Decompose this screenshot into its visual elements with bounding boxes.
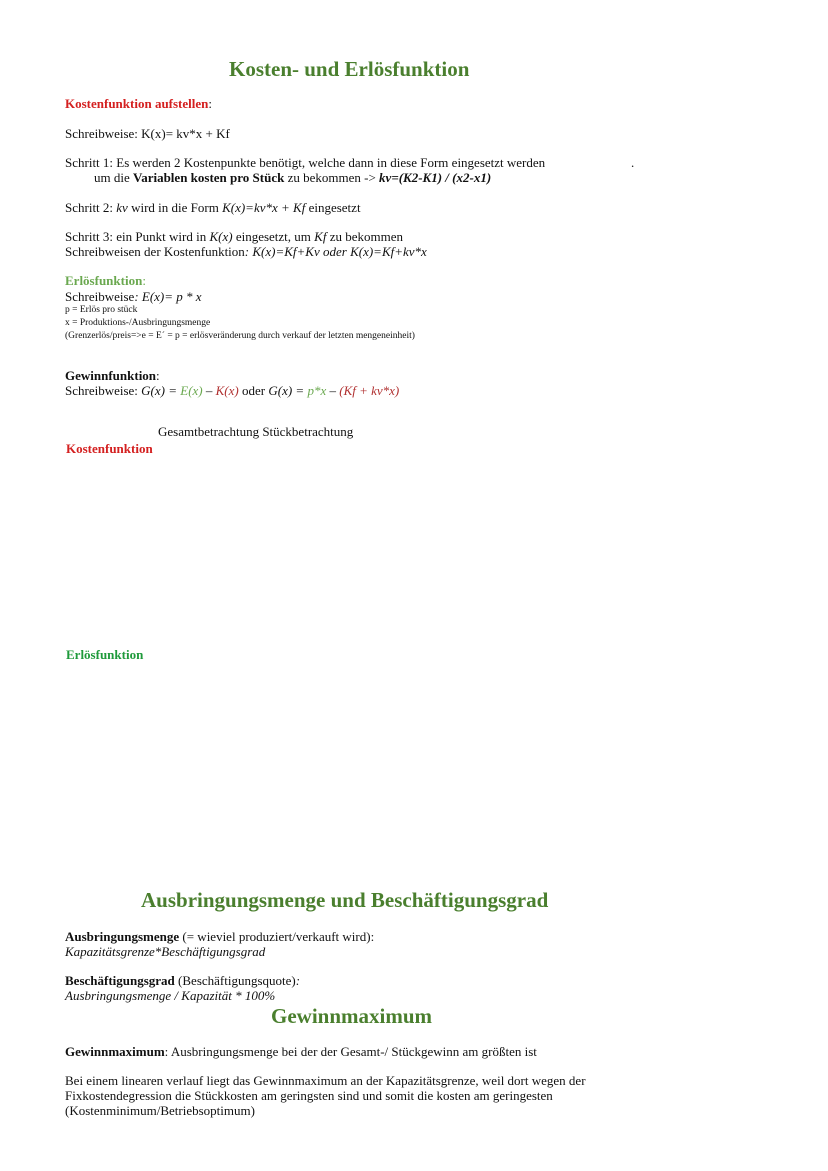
beschaeftigungsgrad-formula: Ausbringungsmenge / Kapazität * 100% [65, 988, 276, 1003]
schritt3: Schritt 3: ein Punkt wird in K(x) eingesetzt, um Kf zu bekommen [65, 229, 403, 244]
beschaeftigungsgrad-def: Beschäftigungsgrad (Beschäftigungsquote): [65, 973, 301, 988]
kosten-schreibweisen: Schreibweisen der Kostenfunktion: K(x)=Kf+Kv oder K(x)=Kf+kv*x [65, 244, 427, 259]
betrachtung-header: Gesamtbetrachtung Stückbetrachtung [158, 424, 354, 439]
gewinnmax-para-2: Fixkostendegression die Stückkosten am geringsten sind und somit die kosten am geringesten [65, 1088, 553, 1103]
erloesfunktion-label: Erlösfunktion [66, 647, 144, 662]
ausbringungsmenge-def: Ausbringungsmenge (= wieviel produziert/verkauft wird): [65, 929, 375, 944]
kosten-schreibweise: Schreibweise: K(x)= kv*x + Kf [65, 126, 230, 141]
schritt2: Schritt 2: kv wird in die Form K(x)=kv*x + Kf eingesetzt [65, 200, 361, 215]
gewinn-schreibweise: Schreibweise: G(x) = E(x) – K(x) oder G(x) = p*x – (Kf + kv*x) [65, 383, 400, 398]
schritt1-dot: . [631, 155, 635, 170]
erloes-schreibweise: Schreibweise: E(x)= p * x [65, 289, 202, 304]
gewinnmax-para-3: (Kostenminimum/Betriebsoptimum) [65, 1103, 255, 1118]
schritt1-line1: Schritt 1: Es werden 2 Kostenpunkte benötigt, welche dann in diese Form eingesetzt werden [65, 155, 546, 170]
erloes-grenz: (Grenzerlös/preis=>e = E´ = p = erlösveränderung durch verkauf der letzten mengeneinheit) [65, 331, 415, 341]
erloes-heading: Erlösfunktion: [65, 273, 146, 288]
gewinnmax-def: Gewinnmaximum: Ausbringungsmenge bei der der Gesamt-/ Stückgewinn am größten ist [65, 1044, 537, 1059]
kostenfunktion-label: Kostenfunktion [66, 441, 153, 456]
schritt1-line2: um die Variablen kosten pro Stück zu bekommen -> kv=(K2-K1) / (x2-x1) [94, 170, 492, 185]
page-title: Kosten- und Erlösfunktion [229, 57, 470, 81]
gewinnmax-title: Gewinnmaximum [271, 1004, 433, 1028]
ausbringungsmenge-formula: Kapazitätsgrenze*Beschäftigungsgrad [65, 944, 266, 959]
gewinn-heading: Gewinnfunktion: [65, 368, 160, 383]
kosten-heading: Kostenfunktion aufstellen: [65, 96, 213, 111]
erloes-p-def: p = Erlös pro stück [65, 305, 138, 315]
erloes-x-def: x = Produktions-/Ausbringungsmenge [65, 318, 211, 328]
ausbringung-title: Ausbringungsmenge und Beschäftigungsgrad [141, 888, 549, 912]
gewinnmax-para-1: Bei einem linearen verlauf liegt das Gewinnmaximum an der Kapazitätsgrenze, weil dort wegen der [65, 1073, 586, 1088]
